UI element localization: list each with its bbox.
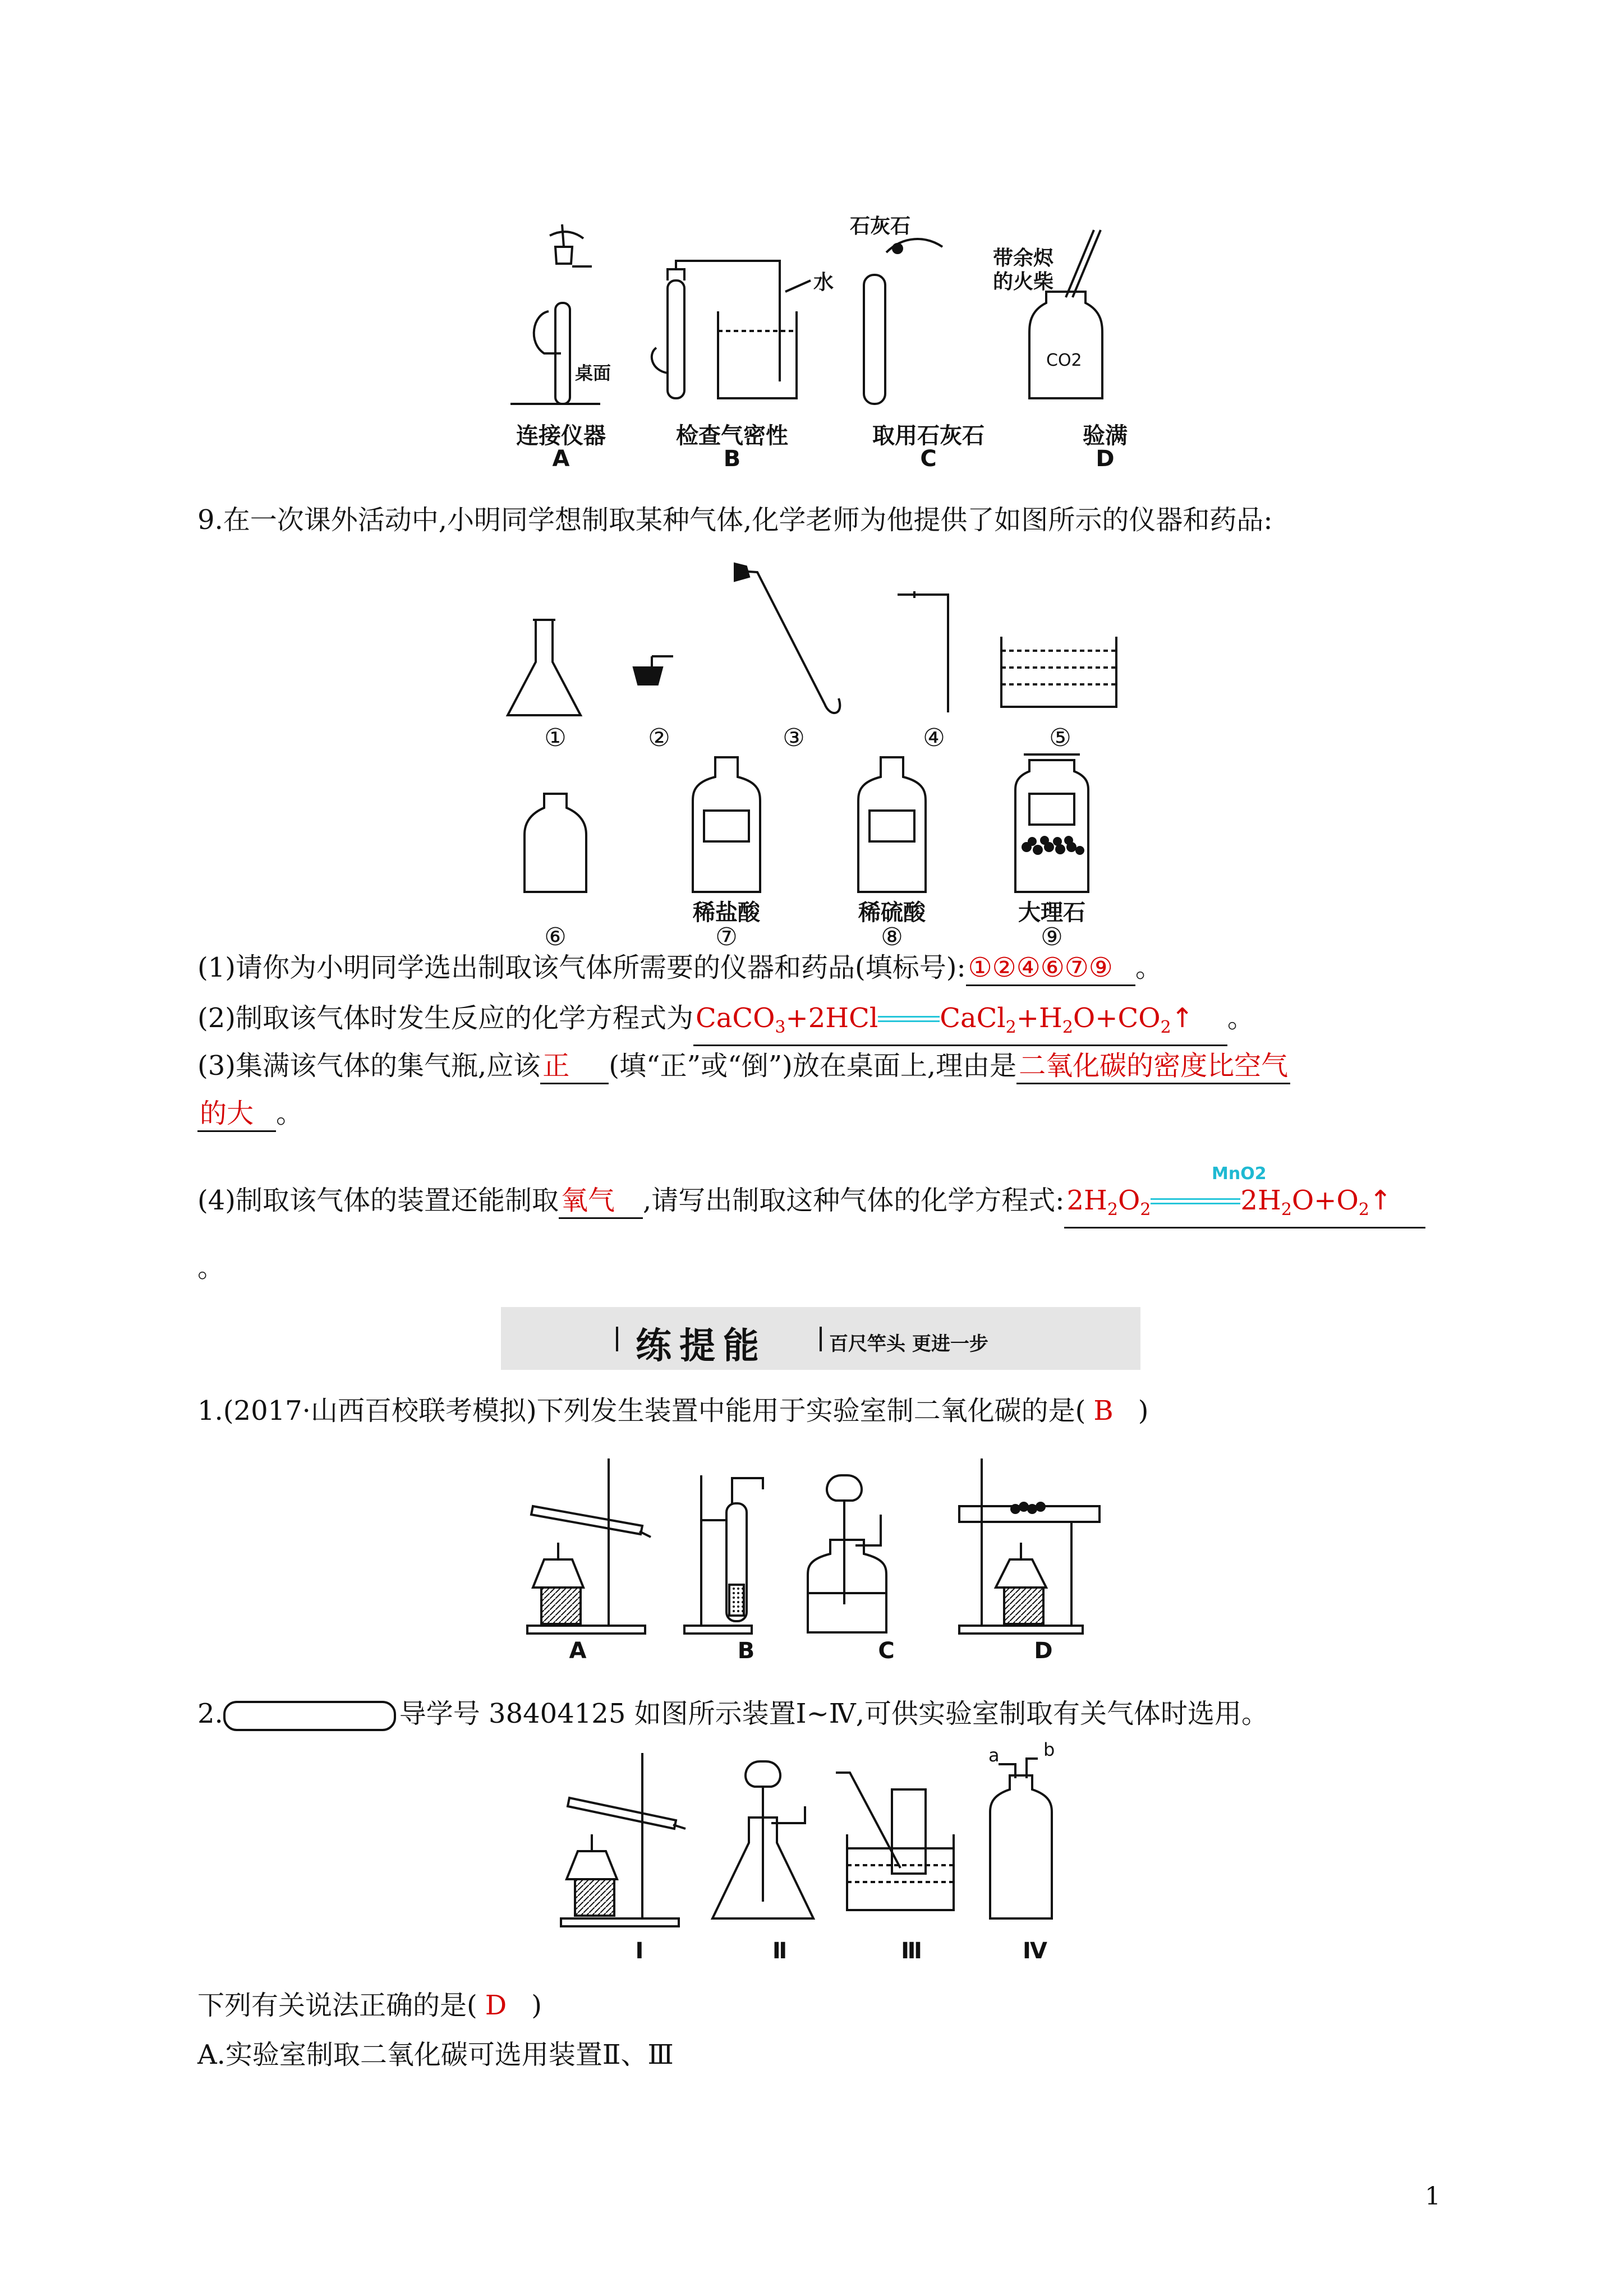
t1-caption-a: A	[569, 1638, 587, 1664]
q9-number: 9.	[197, 504, 223, 536]
q9-part4-equation: $2H_2O_2$ $2H_2O+O_2↑$	[1064, 1184, 1425, 1228]
q9-part3-text-b: (填“正”或“倒”)放在桌面上,理由是	[609, 1050, 1017, 1082]
q9-part4-text-a: (4)制取该气体的装置还能制取	[197, 1185, 559, 1216]
t1-stem-text: 1.(2017·山西百校联考模拟)下列发生装置中能用于实验室制二氧化碳的是(	[197, 1395, 1086, 1427]
q9-part3-answer2b: 的大	[197, 1097, 276, 1132]
banner-subtitle: 百尺竿头 更进一步	[829, 1333, 988, 1355]
section-banner	[501, 1307, 1140, 1370]
q9-stem	[197, 503, 1273, 537]
t1-answer: B	[1093, 1395, 1114, 1427]
q9-item-1-num: ①	[544, 724, 567, 752]
t1-stem	[197, 1394, 1148, 1428]
label-co2: CO2	[1046, 351, 1082, 370]
t2-caption-3: Ⅲ	[901, 1938, 922, 1964]
q9-item-3-num: ③	[783, 724, 805, 752]
caption-c-letter: C	[920, 446, 937, 472]
q9-part2-equation: CaCO$_3$+2HCl $CaCl_2+H_2O+CO_2↑$	[693, 1001, 1227, 1046]
q9-item-5-num: ⑤	[1049, 724, 1071, 752]
q9-item-7-num: ⑦	[715, 923, 738, 951]
caption-d-letter: D	[1096, 446, 1115, 472]
t2-close: )	[531, 1990, 542, 2021]
label-water: 水	[813, 271, 834, 294]
q9-part3-text-a: (3)集满该气体的集气瓶,应该	[197, 1050, 541, 1082]
t2-port-b: b	[1043, 1739, 1055, 1760]
t1-caption-d: D	[1034, 1638, 1053, 1664]
figure-t1-apparatus	[516, 1447, 1116, 1644]
t2-caption-4: Ⅳ	[1023, 1938, 1047, 1964]
q9-part4-condition: MnO2	[1212, 1164, 1267, 1184]
equals-sign	[1151, 1197, 1240, 1208]
t1-close: )	[1138, 1395, 1149, 1427]
t2-question-text: 下列有关说法正确的是(	[197, 1990, 477, 2021]
q9-part4	[197, 1184, 1425, 1228]
guide-badge	[223, 1701, 396, 1731]
t2-caption-1: Ⅰ	[635, 1938, 644, 1964]
equals-sign	[878, 1015, 940, 1026]
t1-apparatus-drawing	[516, 1447, 1116, 1644]
t1-caption-b: B	[737, 1638, 755, 1664]
q9-part2-end: 。	[1227, 1002, 1254, 1034]
q9-part2	[197, 1001, 1254, 1046]
caption-d-name: 验满	[1083, 423, 1128, 449]
q9-item-9-label: 大理石	[1018, 900, 1085, 926]
q9-part4-text-b: ,请写出制取这种气体的化学方程式:	[643, 1185, 1065, 1216]
t2-stem-text: 导学号 38404125 如图所示装置Ⅰ~Ⅳ,可供实验室制取有关气体时选用。	[399, 1698, 1269, 1729]
t1-caption-c: C	[878, 1638, 895, 1664]
q9-stem-text: 在一次课外活动中,小明同学想制取某种气体,化学老师为他提供了如图所示的仪器和药品:	[223, 504, 1273, 536]
t2-port-a: a	[988, 1745, 1000, 1766]
q9-item-6-num: ⑥	[544, 923, 567, 951]
q9-part1-text: (1)请你为小明同学选出制取该气体所需要的仪器和药品(填标号):	[197, 952, 966, 983]
q9-part3-end: 。	[276, 1098, 303, 1129]
label-limestone: 石灰石	[850, 215, 911, 238]
q9-item-2-num: ②	[648, 724, 670, 752]
page-number: 1	[1425, 2182, 1441, 2211]
q9-item-7-label: 稀盐酸	[693, 900, 760, 926]
q9-part4-end: 。	[197, 1252, 225, 1283]
t2-caption-2: Ⅱ	[772, 1938, 788, 1964]
q9-part3-answer2a: 二氧化碳的密度比空气	[1016, 1049, 1290, 1084]
q9-item-8-num: ⑧	[881, 923, 903, 951]
t2-option-a: A.实验室制取二氧化碳可选用装置Ⅱ、Ⅲ	[197, 2039, 674, 2070]
q9-part3-line2	[197, 1097, 303, 1132]
q9-part3-answer1: 正	[540, 1049, 609, 1084]
q9-item-4-num: ④	[923, 724, 945, 752]
t2-answer: D	[485, 1990, 507, 2021]
figure-t2-apparatus	[555, 1739, 1071, 1935]
q9-part4-answer1: 氧气	[559, 1184, 643, 1219]
caption-a-name: 连接仪器	[516, 423, 606, 449]
label-match: 带余烬的火柴	[993, 247, 1054, 293]
q9-part1-end: 。	[1135, 952, 1162, 983]
q9-part3-line1	[197, 1049, 1290, 1084]
q9-part1-answer: ①②④⑥⑦⑨	[966, 951, 1135, 986]
t2-stem	[197, 1697, 1268, 1731]
q9-item-8-label: 稀硫酸	[858, 900, 926, 926]
operations-drawing	[499, 213, 1172, 415]
banner-title: 练提能	[636, 1326, 767, 1367]
label-desk: 桌面	[575, 362, 611, 384]
banner-bar-left	[616, 1327, 618, 1351]
t2-apparatus-drawing	[555, 1745, 1071, 1935]
banner-bar-right	[820, 1327, 822, 1351]
q9-item-9-num: ⑨	[1041, 923, 1063, 951]
t2-question	[197, 1989, 542, 2022]
caption-c-name: 取用石灰石	[872, 423, 984, 449]
caption-b-name: 检查气密性	[676, 423, 788, 449]
q9-part2-text: (2)制取该气体时发生反应的化学方程式为	[197, 1002, 693, 1034]
q9-part1	[197, 951, 1162, 986]
caption-a-letter: A	[552, 446, 570, 472]
figure-apparatus-operations	[499, 213, 1172, 415]
caption-b-letter: B	[723, 446, 741, 472]
t2-number: 2.	[197, 1698, 223, 1729]
